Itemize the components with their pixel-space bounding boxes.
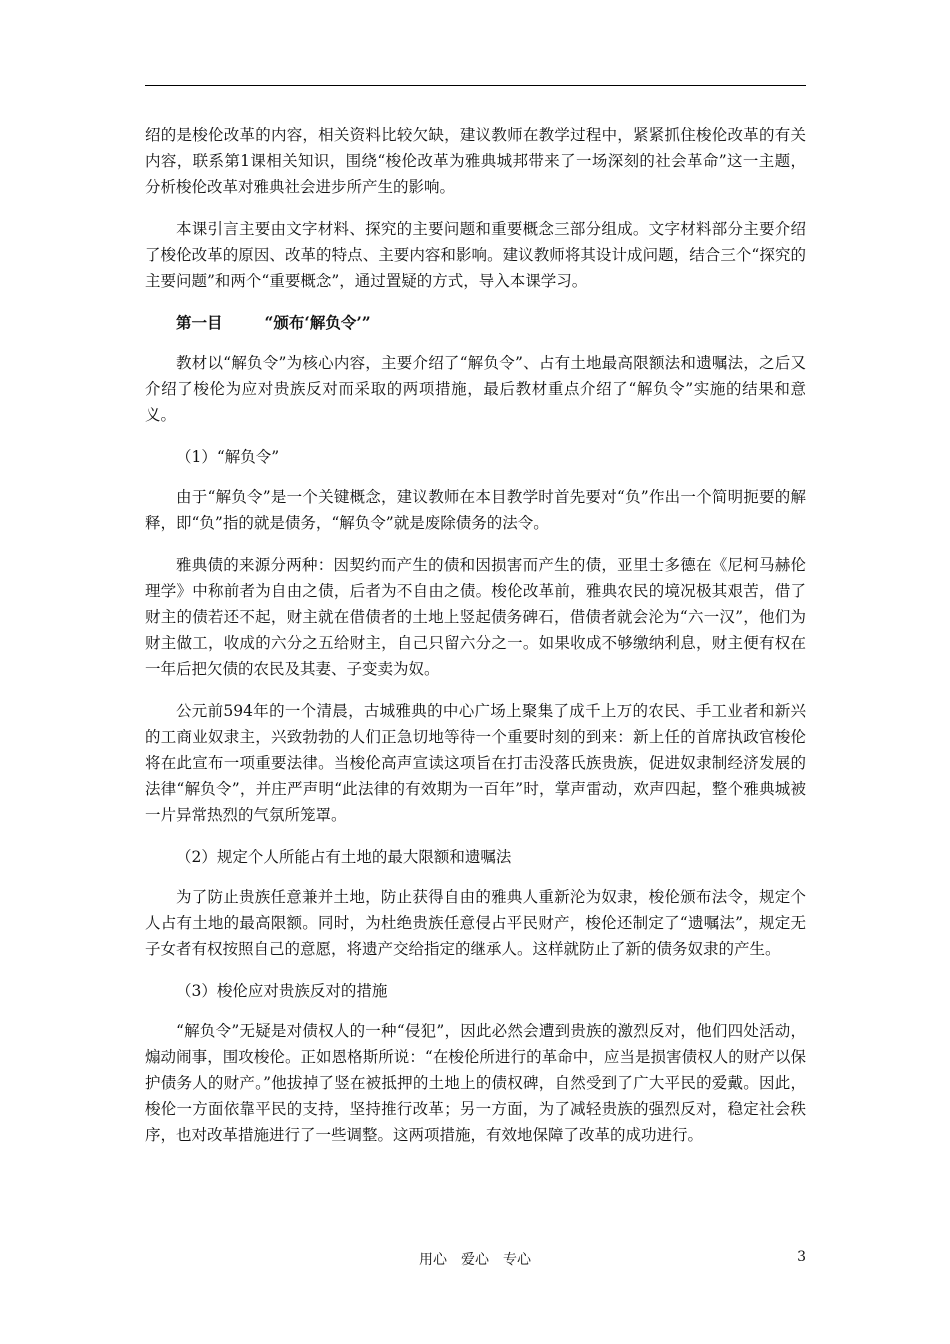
subheading-2: （2）规定个人所能占有土地的最大限额和遗嘱法 bbox=[176, 848, 512, 866]
paragraph-section-overview: 教材以“解负令”为核心内容，主要介绍了“解负令”、占有土地最高限额法和遗嘱法，之后又介绍了梭伦为应对贵族反对而采取的两项措施，最后教材重点介绍了“解负令”实施的结果和意义。 bbox=[145, 354, 806, 424]
paragraph-introduction: 本课引言主要由文字材料、探究的主要问题和重要概念三部分组成。文字材料部分主要介绍了梭伦改革的原因、改革的特点、主要内容和影响。建议教师将其设计成问题，结合三个“探究的主要问题”和两个“重要概念”，通过置疑的方式，导入本课学习。 bbox=[145, 220, 806, 290]
paragraph-land-limit: 为了防止贵族任意兼并土地，防止获得自由的雅典人重新沦为奴隶，梭伦颁布法令，规定个人占有土地的最高限额。同时，为杜绝贵族任意侵占平民财产，梭伦还制定了“遗嘱法”，规定无子女者有权按照自己的意愿，将遗产交给指定的继承人。这样就防止了新的债务奴隶的产生。 bbox=[145, 888, 806, 958]
footer-motto: 用心 爱心 专心 bbox=[419, 1252, 531, 1268]
paragraph-noble-opposition: “解负令”无疑是对债权人的一种“侵犯”，因此必然会遭到贵族的激烈反对，他们四处活动，煽动闹事，围攻梭伦。正如恩格斯所说：“在梭伦所进行的革命中，应当是损害债权人的财产以保护债务人的财产。”他拔掉了竖在被抵押的土地上的债权碑，自然受到了广大平民的爱戴。因此，梭伦一方面依靠平民的支持，坚持推行改革；另一方面，为了减轻贵族的强烈反对，稳定社会秩序，也对改革措施进行了一些调整。这两项措施，有效地保障了改革的成功进行。 bbox=[145, 1022, 806, 1144]
document-body bbox=[145, 122, 806, 1164]
subheading-1: （1）“解负令” bbox=[176, 448, 280, 466]
paragraph-intro-continued: 绍的是梭伦改革的内容，相关资料比较欠缺，建议教师在教学过程中，紧紧抓住梭伦改革的有关内容，联系第1课相关知识，围绕“梭伦改革为雅典城邦带来了一场深刻的社会革命”这一主题，分析梭伦改革对雅典社会进步所产生的影响。 bbox=[145, 126, 806, 196]
paragraph-debt-definition: 由于“解负令”是一个关键概念，建议教师在本目教学时首先要对“负”作出一个简明扼要的解释，即“负”指的就是债务，“解负令”就是废除债务的法令。 bbox=[145, 488, 806, 532]
section-heading bbox=[145, 310, 806, 336]
header-rule bbox=[145, 85, 806, 86]
paragraph-debt-origins: 雅典债的来源分两种：因契约而产生的债和因损害而产生的债，亚里士多德在《尼柯马赫伦理学》中称前者为自由之债，后者为不自由之债。梭伦改革前，雅典农民的境况极其艰苦，借了财主的债若还不起，财主就在借债者的土地上竖起债务碑石，借债者就会沦为“六一汉”，他们为财主做工，收成的六分之五给财主，自己只留六分之一。如果收成不够缴纳利息，财主便有权在一年后把欠债的农民及其妻、子变卖为奴。 bbox=[145, 556, 806, 678]
section-heading-title: “颁布‘解负令’” bbox=[264, 313, 371, 332]
page-number: 3 bbox=[797, 1249, 806, 1265]
paragraph-594bc: 公元前594年的一个清晨，古城雅典的中心广场上聚集了成千上万的农民、手工业者和新兴的工商业奴隶主，兴致勃勃的人们正急切地等待一个重要时刻的到来：新上任的首席执政官梭伦将在此宣布一项重要法律。当梭伦高声宣读这项旨在打击没落氏族贵族，促进奴隶制经济发展的法律“解负令”，并庄严声明“此法律的有效期为一百年”时，掌声雷动，欢声四起，整个雅典城被一片异常热烈的气氛所笼罩。 bbox=[145, 702, 806, 824]
subheading-3: （3）梭伦应对贵族反对的措施 bbox=[176, 982, 388, 1000]
section-heading-label: 第一目 bbox=[176, 313, 223, 332]
